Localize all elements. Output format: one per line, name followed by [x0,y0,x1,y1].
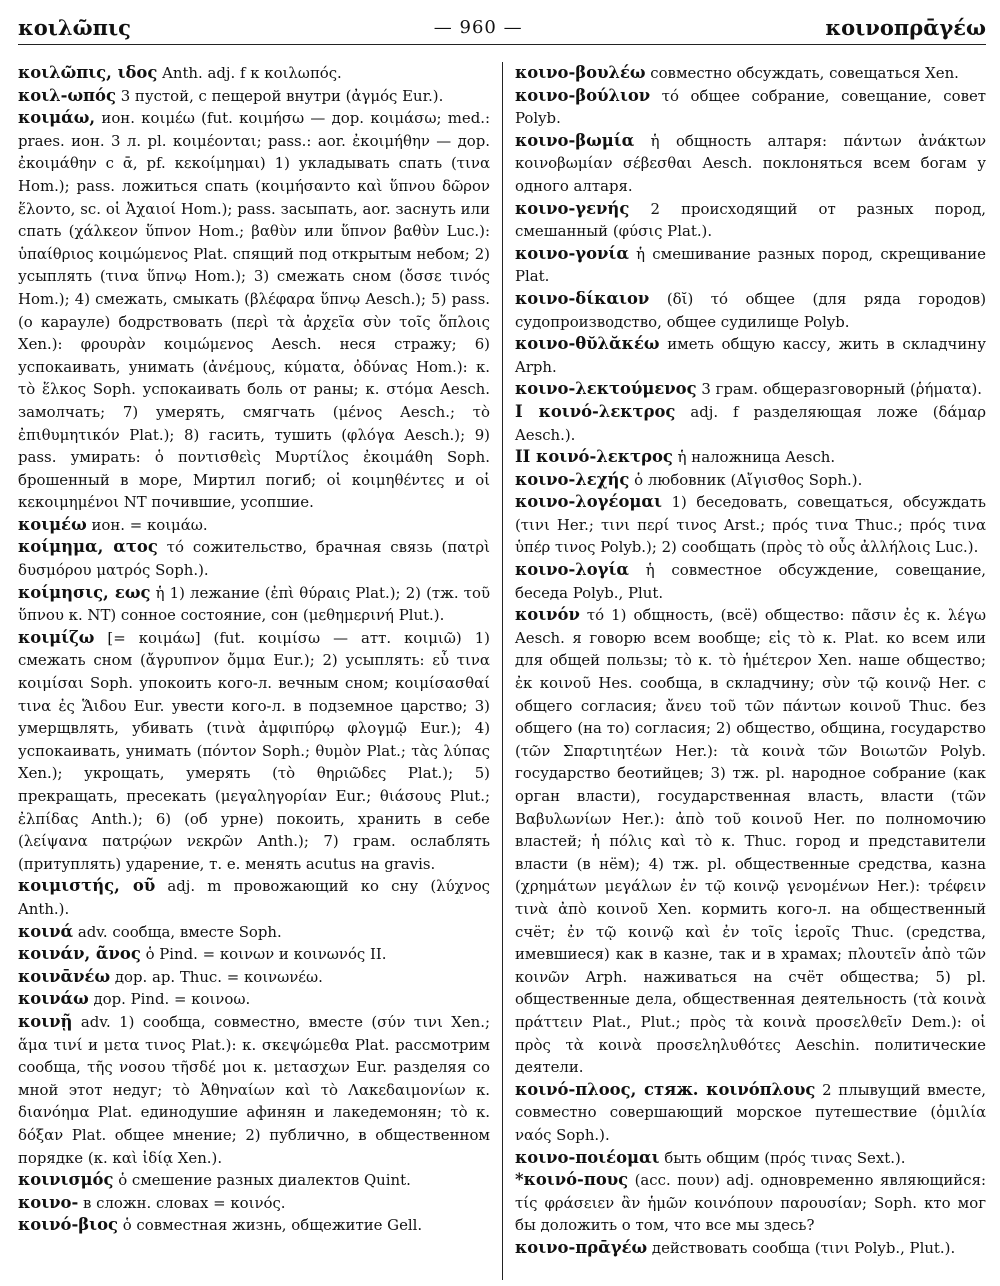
entry-headword: κοιμάω, [18,108,96,128]
entry-definition: (δῐ) τό общее (для ряда городов) судопроизводство, общее судилище Polyb. [515,289,986,331]
dictionary-entry [515,469,986,492]
entry-headword: κοινῇ [18,1011,73,1031]
entry-definition: adj. m провожающий ко сну (λύχνος Anth.). [18,877,491,918]
entry-definition: совместно обсуждать, совещаться Xen. [650,64,959,82]
entry-definition: (acc. πουν) adj. одновременно являющийся: τίς φράσειεν ἂν ἡμῶν κοινόπουν παρουσίαν; Soph. кто мог бы доложить о том, что все мы здесь? [515,1171,986,1235]
entry-definition: иметь общую кассу, жить в складчину Arph. [515,335,986,376]
entry-definition: ἡ смешивание разных пород, скрещивание Plat. [515,244,986,286]
entry-definition: действовать сообща (τινι Polyb., Plut.). [651,1238,956,1257]
dictionary-entry [18,536,490,581]
entry-headword: κοινᾱνέω [18,966,111,986]
dictionary-entry [18,627,490,876]
entry-headword: κοινο-λογέομαι [515,492,662,512]
entry-definition: ион. = κοιμάω. [91,515,208,534]
entry-headword: κοινόν [515,605,580,625]
entry-definition: 3 грам. общеразговорный (ῥήματα). [701,380,983,399]
entry-headword: κοινο-ποιέομαι [515,1147,660,1167]
entry-headword: κοινάω [18,989,89,1009]
dictionary-entry [18,875,490,920]
dictionary-entry [18,1192,490,1215]
dictionary-entry [18,85,490,108]
entry-definition: быть общим (πρός τινας Sext.). [664,1148,906,1167]
dictionary-entry [18,1011,490,1169]
dictionary-entry [18,1214,490,1237]
entry-headword: I κοινό-λεκτρος [515,401,676,421]
dictionary-entry [515,491,986,559]
entry-headword: κοινο-λεχής [515,469,630,489]
right-column [502,62,986,1280]
entry-definition: adv. сообща, вместе Soph. [77,922,282,941]
entry-headword: κοινο-βουλέω [515,63,646,82]
entry-headword: κοινο-θῠλᾰκέω [515,334,660,354]
dictionary-entry [515,559,986,604]
entry-headword: κοινο-βωμία [515,130,635,150]
entry-headword: κοινάν, ᾶνος [18,944,141,964]
dictionary-entry [18,921,490,944]
entry-definition: ὁ смешение разных диалектов Quint. [118,1171,411,1190]
entry-definition: adj. f разделяющая ложе (δάμαρ Aesch.). [515,402,986,444]
dictionary-entry [18,988,490,1011]
entry-definition: 3 пустой, с пещерой внутри (ἀγμός Eur.). [120,86,444,105]
dictionary-entry [515,1079,986,1147]
guide-word-right: κοινοπρᾱγέω [825,14,986,40]
entry-headword: κοίμησις, εως [18,582,151,602]
dictionary-entry [515,198,986,243]
entry-headword: κοινο-λογία [515,560,630,580]
page-header [18,10,986,45]
entry-definition: [= κοιμάω] (fut. κοιμίσω — атт. κοιμιῶ) 1) смежать сном (ἄγρυπνον ὄμμα Eur.); 2) усыплять: εὖ τινα κοιμίσαι Soph. упокоить кого-л. вечным сном; κοιμίσασθαί τινα ἐς Ἅιδου Eur. увести кого-л. в подземное царство; 3) умерщвлять, убивать (τινὰ ἀμφιπύρῳ φλογμῷ Eur.); 4) успокаивать, унимать (πόντον Soph.; θυμὸν Plat.; τὰς λύπας Xen.); укрощать, умерять (τὸ θηριῶδες Plat.); 5) прекращать, пресекать (μεγαληγορίαν Eur.; θιάσους Plut.; ἐλπίδας Anth.); 6) (об урне) покоить, хранить в себе (λείψανα πατρῴων νεκρῶν Anth.); 7) грам. ослаблять (притуплять) ударение, т. е. менять acutus на gravis. [18,628,490,873]
dictionary-entry [515,333,986,378]
dictionary-entry [18,966,490,989]
entry-headword: κοινισμός [18,1170,114,1190]
entry-definition: τό общее собрание, совещание, совет Polyb. [515,86,986,128]
dictionary-entry [18,1169,490,1192]
dictionary-entry [515,1237,986,1260]
entry-headword: κοινο-δίκαιον [515,288,650,308]
entry-definition: 2 плывущий вместе, совместно совершающий морское путешествие (ὁμιλία ναός Soph.). [515,1080,986,1144]
entry-definition: ἡ наложница Aesch. [677,448,836,467]
entry-definition: ἡ общность алтаря: πάντων ἀνάκτων κοινοβωμίαν σέβεσθαι Aesch. поклоняться всем богам у одного алтаря. [515,131,986,195]
dictionary-entry [18,943,490,966]
entry-headword: κοινό-πλοος, стяж. κοινόπλους [515,1079,816,1099]
dictionary-entry [515,130,986,198]
entry-headword: κοίμημα, ατος [18,537,158,557]
entry-definition: ὁ Pind. = κοινων и κοινωνός II. [145,945,387,964]
entry-headword: κοιμιστής, οῦ [18,876,156,896]
entry-headword: κοιλῶπις, ιδος [18,63,158,82]
entry-definition: дор. ap. Thuc. = κοινωνέω. [114,967,323,986]
entry-headword: κοινό-βιος [18,1215,118,1235]
entry-definition: ὁ любовник (Αἴγισθος Soph.). [634,470,863,489]
dictionary-entry [515,1169,986,1237]
entry-definition: ион. κοιμέω (fut. κοιμήσω — дор. κοιμάσω; med.: praes. ион. 3 л. pl. κοιμέονται; pass.: aor. ἐκοιμήθην — дор. ἐκοιμάθην с ᾱ, pf. κεκοίμημαι) 1) укладывать спать (τινα Hom.); pass. ложиться спать (κοιμήσαντο καὶ ὕπνου δῶρον ἕλοντο, sc. οἱ Ἀχαιοί Hom.); pass. засыпать, aor. заснуть или спать (χάλκεον ὕπνον Hom.; βαθὺν или ὕπνον βαθὺν Luc.): ὑπαίθριος κοιμώμενος Plat. спящий под открытым небом; 2) усыплять (τινα ὕπνῳ Hom.); 3) смежать сном (ὄσσε τινός Hom.); 4) смежать, смыкать (βλέφαρα ὕπνῳ Aesch.); 5) pass. (о карауле) бодрствовать (περὶ τὰ ἀρχεῖα σὺν τοῖς ὅπλοις Xen.): φρουρὰν κοιμώμενος Aesch. неся стражу; 6) успокаивать, унимать (ἀνέμους, κύματα, ὀδύνας Hom.): κ. τὸ ἕλκος Soph. успокаивать боль от раны; κ. στόμα Aesch. замолчать; 7) умерять, смягчать (μένος Aesch.; τὸ ἐπιθυμητικόν Plat.); 8) гасить, тушить (φλόγα Aesch.); 9) pass. умирать: ὁ ποντισθεὶς Μυρτίλος ἐκοιμάθη Soph. брошенный в море, Миртил погиб; οἱ κοιμηθέντες и οἱ κεκοιμημένοι NT почившие, усопшие. [18,109,491,512]
guide-word-left: κοιλῶπις [18,14,131,40]
dictionary-entry [18,514,490,537]
entry-definition: τό сожительство, брачная связь (πατρὶ δυσμόρου ματρός Soph.). [18,538,490,580]
dictionary-entry [515,401,986,446]
entry-definition: дор. Pind. = κοινοω. [93,990,251,1009]
page-number: — 960 — [433,16,523,38]
entry-definition: 1) беседовать, совещаться, обсуждать (τινι Her.; τινι περί τινος Arst.; πρός τινα Thuc.; πρός τινα ὑπέρ τινος Polyb.); 2) сообщать (πρὸς τὸ οὖς ἀλλήλοις Luc.). [515,493,986,557]
entry-headword: κοινο-πρᾱγέω [515,1237,648,1257]
entry-headword: κοινά [18,921,74,941]
dictionary-entry [18,62,490,85]
entry-definition: 2 происходящий от разных пород, смешанный (φύσις Plat.). [515,199,986,241]
entry-headword: κοινο-βούλιον [515,85,651,105]
entry-headword: κοιμέω [18,514,87,534]
entry-headword: κοινο-γενής [515,198,630,218]
entry-headword: κοιλ-ωπός [18,85,116,105]
entry-definition: Anth. adj. f к κοιλωπός. [162,64,342,82]
entry-definition: ἡ 1) лежание (ἐπὶ θύραις Plat.); 2) (тж. τοῦ ὕπνου κ. NT) сонное состояние, сон (μεθημερινή Plut.). [18,583,490,625]
dictionary-entry [515,604,986,1078]
dictionary-entry [515,446,986,469]
entry-headword: κοινο- [18,1192,79,1212]
dictionary-entry [515,288,986,333]
entry-definition: adv. 1) сообща, совместно, вместе (σύν τινι Xen.; ἅμα τινί и μετα τινος Plat.): κ. σκεψώμεθα Plat. рассмотрим сообща, τῆς νοσου τῆσδέ μοι κ. μετασχων Eur. разделяя со мной этот недуг; τὸ Ἀθηναίων καὶ τὸ Λακεδαιμονίων κ. διανόημα Plat. единодушие афинян и лакедемонян; τὸ κ. δόξαν Plat. общее мнение; 2) публично, в общественном порядке (κ. καὶ ἰδίᾳ Xen.). [18,1012,490,1167]
entry-headword: κοινο-γονία [515,243,629,263]
dictionary-entry [18,107,490,514]
dictionary-entry [515,243,986,288]
entry-headword: II κοινό-λεκτρος [515,447,673,467]
entry-definition: ὁ совместная жизнь, общежитие Gell. [122,1216,423,1235]
dictionary-entry [515,85,986,130]
dictionary-entry [515,62,986,85]
entry-headword: κοινο-λεκτούμενος [515,379,697,399]
dictionary-entry [515,378,986,401]
dictionary-entry [515,1147,986,1170]
left-column [18,62,502,1280]
entry-headword: κοιμίζω [18,627,95,647]
entry-headword: *κοινό-πους [515,1170,629,1190]
entry-definition: τό 1) общность, (всё) общество: πᾶσιν ἐς κ. λέγω Aesch. я говорю всем вообще; εἰς τὸ κ. Plat. ко всем или для общей пользы; τὸ κ. τὸ ἡμέτερον Xen. наше общество; ἐκ κοινοῦ Hes. сообща, в складчину; σὺν τῷ κοινῷ Her. с общего согласия; ἄνευ τοῦ τῶν πάντων κοινοῦ Thuc. без общего (на то) согласия; 2) общество, община, государство (τῶν Σπαρτιητέων Her.): τὰ κοινὰ τῶν Βοιωτῶν Polyb. государство беотийцев; 3) тж. pl. народное собрание (как орган власти), государственная власть, власти (τῶν Βαβυλωνίων Her.): ἀπὸ τοῦ κοινοῦ Her. по полномочию властей; ἡ πόλις καὶ τὸ κ. Thuc. город и представители власти (в нём); 4) тж. pl. общественные средства, казна (χρημάτων μεγάλων ἐν τῷ κοινῷ γενομένων Her.): τρέφειν τινὰ ἀπὸ κοινοῦ Xen. кормить кого-л. на общественный счёт; ἐν τῷ κοινῷ καὶ ἐν τοῖς ἱεροῖς Thuc. (средства, имевшиеся) как в казне, так и в храмах; πλουτεῖν ἀπὸ τῶν κοινῶν Arph. наживаться на счёт общества; 5) pl. общественные дела, общественная деятельность (τὰ κοινὰ πράττειν Plat., Plut.; πρὸς τὰ κοινὰ προσελθεῖν Dem.): οἱ πρὸς τὰ κοινὰ προσεληλυθότες Aeschin. политические деятели. [515,606,986,1077]
dictionary-entry [18,582,490,627]
entry-definition: ἡ совместное обсуждение, совещание, беседа Polyb., Plut. [515,561,986,602]
dictionary-columns [18,62,986,1280]
entry-definition: в сложн. словах = κοινός. [83,1193,286,1212]
